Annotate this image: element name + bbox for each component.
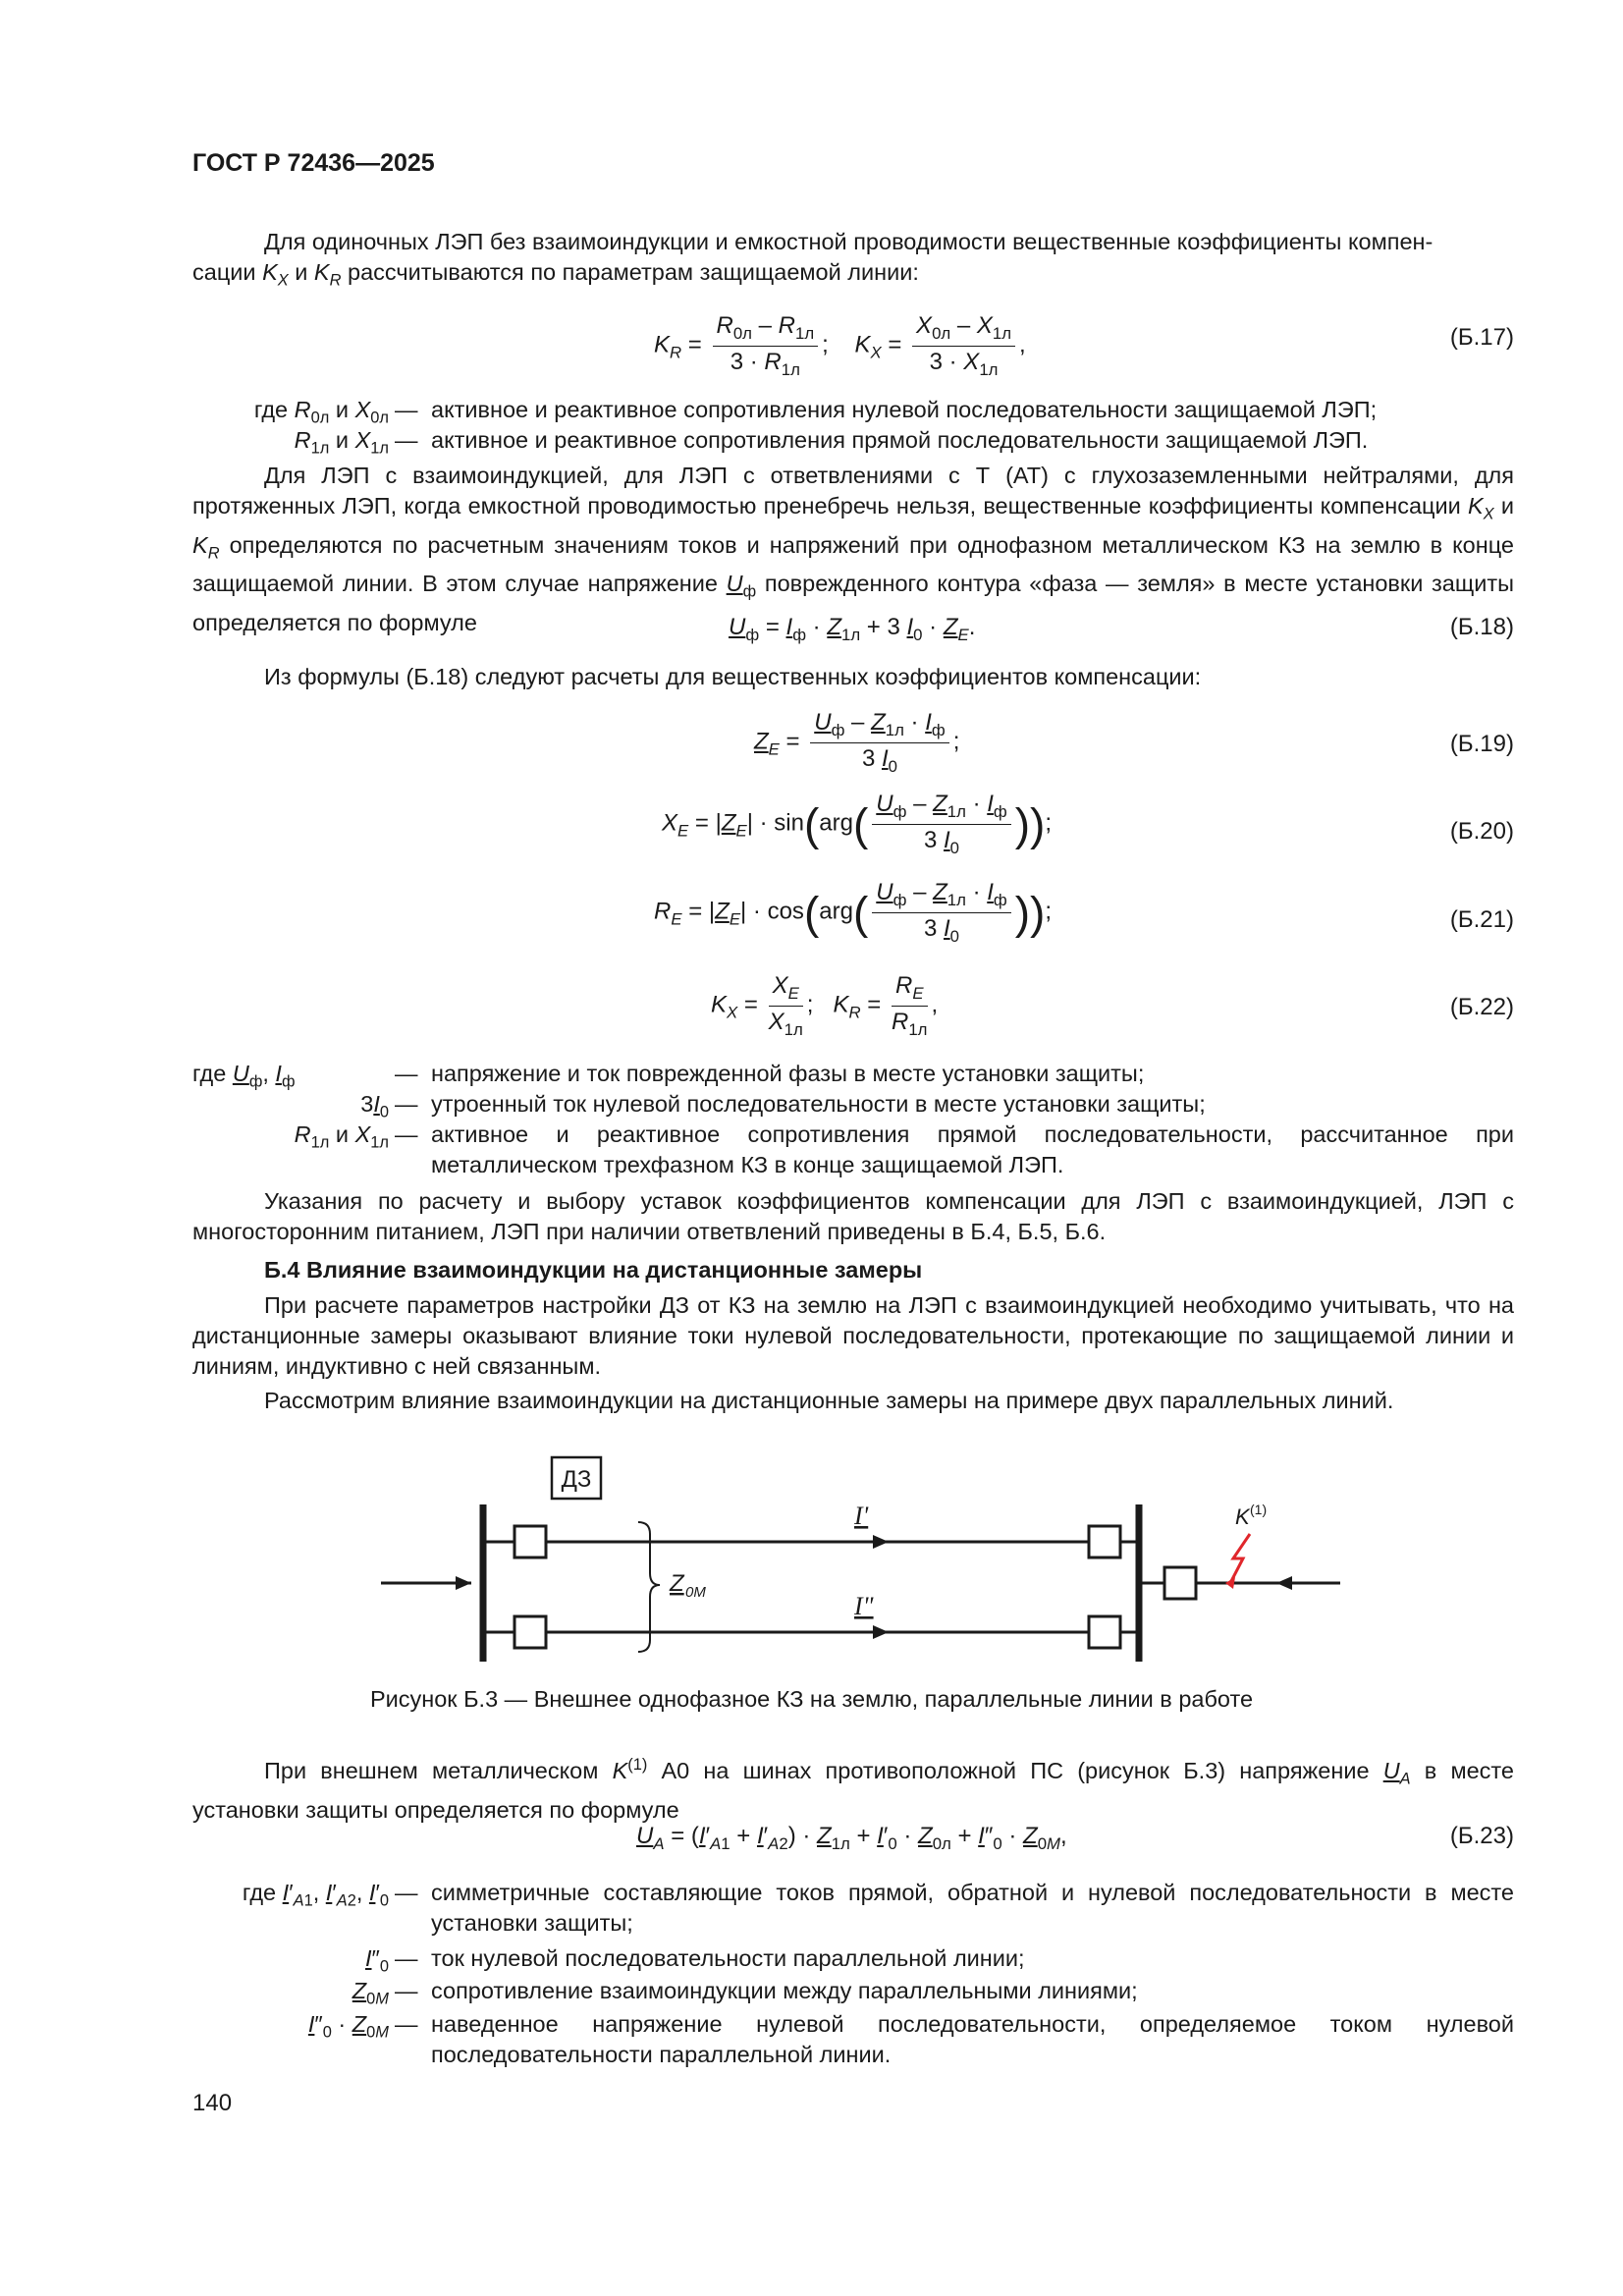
definition-row <box>192 1943 1514 1975</box>
paragraph-text: рассчитываются по параметрам защищаемой линии: <box>341 259 919 285</box>
definition-row <box>192 395 1514 426</box>
relay-label: ДЗ <box>561 1466 592 1493</box>
definition-text: активное и реактивное сопротивления нулевой последовательности защищаемой ЛЭП; <box>431 397 1378 422</box>
equation-body: $U_A = (I'_{A1} + I'_{A2}) \cdot Z_{1л} + I'_0 \cdot Z_{0л} + I''_0 \cdot Z_{0M}$, <box>636 1823 1067 1853</box>
current-1-label: I' <box>854 1502 869 1530</box>
equation-number: (Б.18) <box>1449 614 1514 640</box>
paragraph-text: определяются по расчетным значениям токов и напряжений при однофазном металлическом КЗ на землю в конце защищаемой линии. В этом случае напряжение <box>192 531 1514 597</box>
definition-symbol: $3I_0$ <box>360 1091 389 1121</box>
equation-body: $K_X$ = $\frac{X_E}{X_{1л}}$ ; $K_R$ = $\frac{R_E}{R_{1л}}$ , <box>711 972 939 1039</box>
fault-sup: (1) <box>1250 1502 1268 1517</box>
definition-text: сопротивление взаимоиндукции между параллельными линиями; <box>431 1978 1138 2003</box>
equation-body: $X_E = |Z_E| \cdot \sin(arg$( $\frac{U_ф - Z_{1л} \cdot I_ф}{3 I_0}$ )); <box>662 791 1053 857</box>
equation-b21 <box>192 879 1514 957</box>
paragraph-text: поврежденного контура «фаза — земля» в месте установки защиты определяется по формуле <box>192 571 1514 636</box>
current-2-label: I" <box>854 1592 874 1620</box>
definition-symbol: где $R_{0л}$ и $X_{0л}$ <box>253 397 389 427</box>
paragraph-external-fault: При внешнем металлическом $K^{(1)}$ А0 на шинах противоположной ПС (рисунок Б.3) напряжение $U_A$ в месте установки защиты определяется по формуле <box>192 1756 1514 1823</box>
paragraph-example <box>192 1386 1514 1416</box>
paragraph-text: При расчете параметров настройки ДЗ от КЗ на землю на ЛЭП с взаимоиндукцией необходимо учитывать, что на дистанционные замеры оказывают влияние токи нулевой последовательности, протекающие по защищаемой линии и линиям, индуктивно с ней связанным. <box>192 1292 1514 1379</box>
equation-number: (Б.23) <box>1449 1823 1514 1849</box>
paragraph-mutual-influence <box>192 1290 1514 1382</box>
equation-number: (Б.19) <box>1449 731 1514 757</box>
definition-symbol: $I''_0$ <box>364 1945 389 1976</box>
definition-symbol: $R_{1л}$ и $X_{1л}$ <box>294 1121 389 1152</box>
definition-text: активное и реактивное сопротивления прямой последовательности, рассчитанное при металлическом трехфазном КЗ в конце защищаемой ЛЭП. <box>431 1121 1514 1177</box>
arrow-icon <box>1276 1576 1292 1590</box>
equation-b22 <box>192 972 1514 1041</box>
breaker-2-right <box>1089 1616 1120 1648</box>
definition-row <box>192 1878 1514 1941</box>
paragraph-text: Указания по расчету и выбору уставок коэффициентов компенсации для ЛЭП с взаимоиндукцией, ЛЭП с многосторонним питанием, ЛЭП при наличии ответвлений приведены в Б.4, Б.5, Б.6. <box>192 1188 1514 1244</box>
equation-number: (Б.17) <box>1449 324 1514 351</box>
definition-symbol: $R_{1л}$ и $X_{1л}$ <box>294 427 389 458</box>
definition-symbol: $I''_0 \cdot Z_{0M}$ <box>307 2011 389 2042</box>
word-and: и <box>295 259 308 285</box>
mutual-sub: 0M <box>685 1584 706 1601</box>
definition-symbol: где $I'_{A1}$, $I'_{A2}$, $I'_0$ <box>242 1880 389 1910</box>
definition-dash: — <box>395 397 418 422</box>
equation-number: (Б.22) <box>1449 994 1514 1020</box>
paragraph-text: Для одиночных ЛЭП без взаимоиндукции и емкостной проводимости вещественные коэффициенты компен- <box>264 229 1434 254</box>
definition-dash: — <box>395 1091 418 1117</box>
definition-text: напряжение и ток поврежденной фазы в месте установки защиты; <box>431 1061 1145 1086</box>
paragraph-text: в месте установки защиты определяется по формуле <box>192 1757 1514 1823</box>
equation-b19 <box>192 709 1514 778</box>
document-header: ГОСТ Р 72436—2025 <box>192 149 435 177</box>
paragraph-references <box>192 1186 1514 1247</box>
definition-row <box>192 1976 1514 2007</box>
definition-symbol: $Z_{0M}$ <box>352 1978 389 2008</box>
definition-dash: — <box>395 2011 418 2037</box>
definition-text: утроенный ток нулевой последовательности в месте установки защиты; <box>431 1091 1206 1117</box>
arrow-icon <box>456 1576 471 1590</box>
equation-body: $R_E = |Z_E| \cdot \cos(arg$( $\frac{U_ф - Z_{1л} \cdot I_ф}{3 I_0}$ )); <box>654 879 1053 946</box>
definition-dash: — <box>395 1121 418 1147</box>
paragraph-intro-cont: сации $K_X$ и $K_R$ рассчитываются по параметрам защищаемой линии: <box>192 259 919 290</box>
breaker-1-right <box>1089 1526 1120 1558</box>
definition-symbol: где $U_ф$, $I_ф$ <box>192 1061 296 1091</box>
paragraph-text: Рассмотрим влияние взаимоиндукции на дистанционные замеры на примере двух параллельных линий. <box>264 1388 1394 1413</box>
breaker-2-left <box>514 1616 546 1648</box>
equation-b23 <box>192 1823 1514 1882</box>
definition-text: симметричные составляющие токов прямой, обратной и нулевой последовательности в месте установки защиты; <box>431 1880 1514 1936</box>
definition-row <box>192 1120 1514 1182</box>
fault-label: K <box>1235 1504 1250 1529</box>
fault-lightning-icon <box>1229 1534 1250 1585</box>
definition-row <box>192 425 1514 457</box>
definition-dash: — <box>395 427 418 453</box>
definition-dash: — <box>395 1945 418 1971</box>
equation-body: $Z_E$ = $\frac{U_ф - Z_{1л} \cdot I_ф}{3 I_0}$ ; <box>754 709 960 776</box>
page-number: 140 <box>192 2090 233 2116</box>
paragraph-text: А0 на шинах противоположной ПС (рисунок Б.3) напряжение <box>647 1757 1383 1783</box>
paragraph-intro <box>192 227 1514 257</box>
definition-text: наведенное напряжение нулевой последовательности, определяемое током нулевой последовательности параллельной линии. <box>431 2011 1514 2067</box>
equation-b20 <box>192 791 1514 869</box>
definition-dash: — <box>395 1880 418 1905</box>
definition-text: ток нулевой последовательности параллельной линии; <box>431 1945 1025 1971</box>
figure-parallel-lines <box>373 1436 1345 1671</box>
equation-number: (Б.21) <box>1449 906 1514 933</box>
figure-caption: Рисунок Б.3 — Внешнее однофазное КЗ на землю, параллельные линии в работе <box>369 1686 1254 1712</box>
paragraph-text: Для ЛЭП с взаимоиндукцией, для ЛЭП с ответвлениями с Т (АТ) с глухозаземленными нейтралями, для протяженных ЛЭП, когда емкостной проводимостью пренебречь нельзя, вещественные коэффициенты компенсации <box>192 463 1514 519</box>
equation-number: (Б.20) <box>1449 818 1514 845</box>
definition-row <box>192 1059 1514 1090</box>
paragraph-text: сации <box>192 259 263 285</box>
arrow-icon <box>873 1535 889 1549</box>
paragraph-text: Из формулы (Б.18) следуют расчеты для вещественных коэффициентов компенсации: <box>264 664 1202 689</box>
mutual-label: Z <box>670 1570 684 1597</box>
equation-body: $U_ф = I_ф \cdot Z_{1л} + 3$ $I_0 \cdot Z_E$. <box>729 614 976 644</box>
definition-row <box>192 1089 1514 1121</box>
equation-body: $K_R$ = $\frac{R_{0л} - R_{1л}}{3 \cdot R_{1л}}$ ; $K_X$ = $\frac{X_{0л} - X_{1л}}{3 \cdot X_{1л}}$ , <box>654 312 1026 379</box>
paragraph-from-formula <box>192 662 1514 692</box>
definition-dash: — <box>395 1978 418 2003</box>
definition-row <box>192 2009 1514 2072</box>
fault-arrow-icon <box>1225 1577 1235 1589</box>
definition-dash: — <box>395 1061 418 1086</box>
arrow-icon <box>873 1625 889 1639</box>
definition-text: активное и реактивное сопротивления прямой последовательности защищаемой ЛЭП. <box>431 427 1369 453</box>
paragraph-mutual: Для ЛЭП с взаимоиндукцией, для ЛЭП с ответвлениями с Т (АТ) с глухозаземленными нейтралями, для протяженных ЛЭП, когда емкостной проводимостью пренебречь нельзя, вещественные коэффициенты компенсации $K_X$ и $K_R$ определяются по расчетным значениям токов и напряжений при однофазном металлическом КЗ на землю в конце защищаемой линии. В этом случае напряжение $U_ф$ поврежденного контура «фаза — земля» в месте установки защиты определяется по формуле <box>192 463 1515 636</box>
breaker-1-left <box>514 1526 546 1558</box>
section-heading: Б.4 Влияние взаимоиндукции на дистанционные замеры <box>264 1257 923 1283</box>
paragraph-text: При внешнем металлическом <box>264 1757 613 1783</box>
breaker-right-bus <box>1164 1567 1196 1599</box>
equation-b17 <box>192 312 1514 379</box>
